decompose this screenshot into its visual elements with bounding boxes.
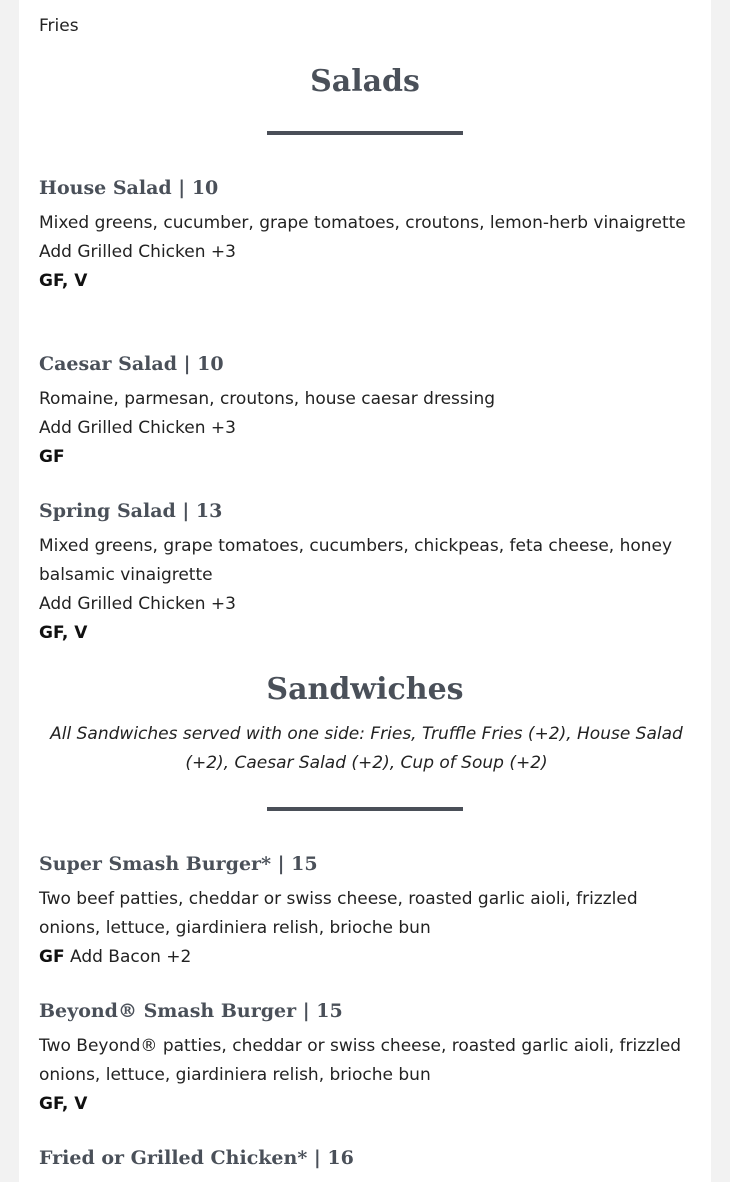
item-title: House Salad | 10 bbox=[39, 177, 219, 199]
item-dietary-tags: GF, V bbox=[39, 271, 88, 291]
item-addon: Add Grilled Chicken +3 bbox=[39, 418, 236, 438]
section-title-salads: Salads bbox=[310, 64, 420, 99]
item-description: Two Beyond® patties, cheddar or swiss cheese, roasted garlic aioli, frizzled onions, lettuce, giardiniera relish, brioche bun bbox=[39, 1036, 682, 1085]
item-title: Spring Salad | 13 bbox=[39, 500, 223, 522]
menu-item-spring-salad bbox=[39, 498, 694, 648]
item-title: Caesar Salad | 10 bbox=[39, 353, 224, 375]
menu-item-house-salad bbox=[39, 175, 694, 296]
item-addon: Add Bacon +2 bbox=[69, 947, 192, 967]
item-addon: Add Grilled Chicken +3 bbox=[39, 594, 236, 614]
item-dietary-tags: GF bbox=[39, 947, 65, 967]
menu-item-caesar-salad bbox=[39, 351, 694, 472]
item-description: Two beef patties, cheddar or swiss cheese, roasted garlic aioli, frizzled onions, lettuce, giardiniera relish, brioche bun bbox=[39, 889, 638, 938]
section-note: All Sandwiches served with one side: Fries, Truffle Fries (+2), House Salad (+2), Caesar Salad (+2), Cup of Soup (+2) bbox=[50, 724, 683, 773]
menu-card bbox=[19, 0, 711, 1182]
partial-item-text: Fries bbox=[39, 16, 79, 36]
menu-item-super-smash-burger bbox=[39, 851, 694, 972]
item-addon: Add Grilled Chicken +3 bbox=[39, 242, 236, 262]
menu-item-beyond-smash-burger bbox=[39, 998, 694, 1119]
menu-item-fried-grilled-chicken bbox=[39, 1145, 694, 1171]
item-title: Beyond® Smash Burger | 15 bbox=[39, 1000, 343, 1022]
item-title: Super Smash Burger* | 15 bbox=[39, 853, 318, 875]
item-dietary-tags: GF, V bbox=[39, 1094, 88, 1114]
item-title: Fried or Grilled Chicken* | 16 bbox=[39, 1147, 354, 1169]
item-dietary-tags: GF, V bbox=[39, 623, 88, 643]
section-title-sandwiches: Sandwiches bbox=[266, 672, 464, 707]
item-tags-line bbox=[39, 943, 694, 972]
item-description: Mixed greens, cucumber, grape tomatoes, croutons, lemon-herb vinaigrette bbox=[39, 213, 686, 233]
item-description: Romaine, parmesan, croutons, house caesar dressing bbox=[39, 389, 496, 409]
section-divider bbox=[267, 131, 463, 135]
item-dietary-tags: GF bbox=[39, 447, 65, 467]
item-description: Mixed greens, grape tomatoes, cucumbers, chickpeas, feta cheese, honey balsamic vinaigrette bbox=[39, 536, 673, 585]
section-divider bbox=[267, 807, 463, 811]
